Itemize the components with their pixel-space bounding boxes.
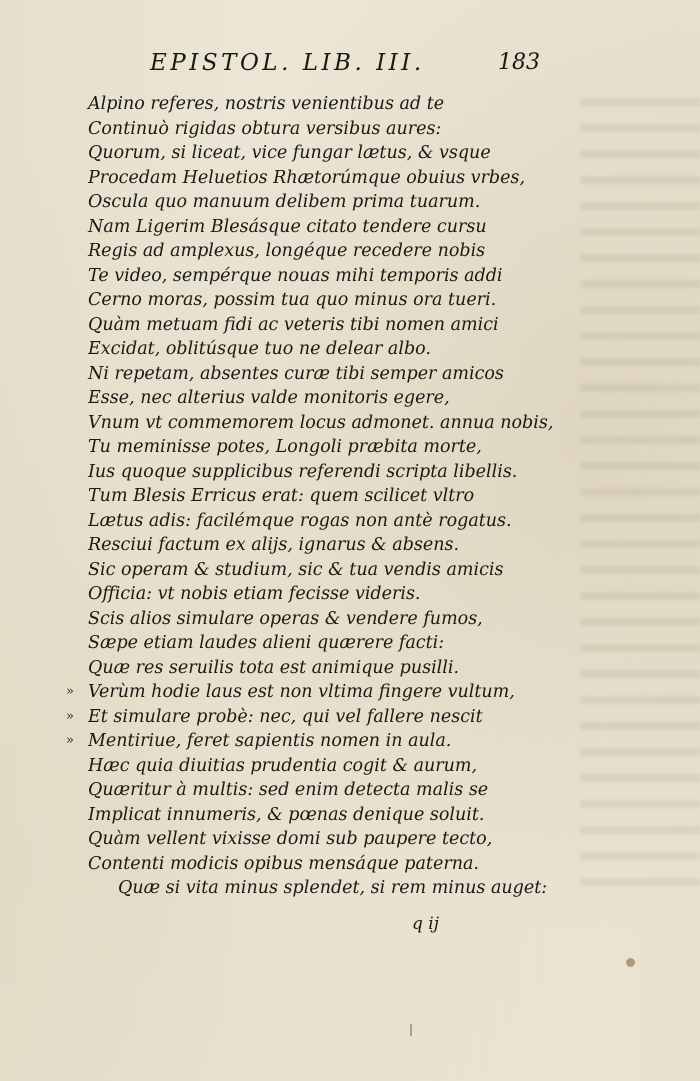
verse-line: [60, 754, 540, 779]
verse-line: [60, 386, 540, 411]
quotation-mark: »: [66, 708, 74, 724]
verse-line: [60, 313, 540, 338]
verse-line: [60, 631, 540, 656]
verse-line-text: Quæritur à multis: sed enim detecta malis se: [88, 780, 489, 800]
verse-line-text: Procedam Heluetios Rhætorúmque obuius vrbes,: [88, 167, 526, 188]
verse-line: [60, 582, 540, 607]
verse-line-text: Mentiriue, feret sapientis nomen in aula.: [88, 731, 452, 751]
verse-line: [60, 705, 540, 730]
verse-line-text: Te video, sempérque nouas mihi temporis addi: [88, 265, 503, 286]
verse-line-text: Contenti modicis opibus mensáque paterna.: [88, 853, 479, 874]
verse-line: [60, 558, 540, 583]
verse-line: [60, 533, 540, 558]
verse-line: [60, 215, 540, 240]
verse-line: [60, 288, 540, 313]
quotation-mark: »: [66, 684, 74, 699]
page-header: [150, 50, 540, 86]
verse-line: [60, 117, 540, 142]
paper-stain: [626, 958, 635, 967]
verse-line: [60, 141, 540, 166]
verse-line-text: Continuò rigidas obtura versibus aures:: [88, 118, 442, 139]
verse-line: [60, 656, 540, 681]
verse-line: [60, 778, 540, 803]
verse-line-text: Quàm metuam fidi ac veteris tibi nomen amici: [88, 314, 499, 335]
verse-line-text: Vnum vt commemorem locus admonet. annua nobis,: [88, 412, 554, 433]
verse-line: [60, 337, 540, 362]
verse-line: [60, 852, 540, 877]
verse-line: [60, 827, 540, 852]
verse-line: [60, 92, 540, 117]
verse-line: [60, 460, 540, 485]
verse-line-text: Regis ad amplexus, longéque recedere nobis: [88, 241, 486, 261]
verse-line: [60, 362, 540, 387]
verse-line: [60, 166, 540, 191]
verse-line-text: Scis alios simulare operas & vendere fumos,: [88, 608, 483, 629]
verse-line: [60, 680, 540, 705]
verse-line-text: Lætus adis: facilémque rogas non antè rogatus.: [88, 510, 512, 531]
verse-line-text: Et simulare probè: nec, qui vel fallere nescit: [88, 706, 483, 727]
verse-line: [60, 876, 548, 901]
page-number: 183: [498, 50, 540, 75]
verse-line-text: Verùm hodie laus est non vltima fingere vultum,: [88, 682, 515, 702]
running-title: EPISTOL. LIB. III.: [150, 50, 425, 76]
verse-line-text: Tum Blesis Erricus erat: quem scilicet vltro: [88, 486, 475, 506]
verse-line-text: Implicat innumeris, & pœnas denique soluit.: [88, 804, 485, 825]
verse-line-text: Sæpe etiam laudes alieni quærere facti:: [88, 633, 445, 653]
verse-text: [60, 92, 554, 901]
paper-mark: [410, 1024, 412, 1036]
quotation-mark: »: [66, 733, 74, 748]
show-through-texture: [580, 80, 700, 900]
verse-line: [60, 607, 540, 632]
verse-line: [60, 239, 540, 264]
verse-line-text: Sic operam & studium, sic & tua vendis amicis: [88, 559, 504, 580]
verse-line-text: Ius quoque supplicibus referendi scripta libellis.: [88, 461, 518, 482]
verse-line: [60, 803, 540, 828]
verse-line: [60, 411, 554, 436]
verse-line-text: Nam Ligerim Blesásque citato tendere cursu: [88, 216, 487, 237]
verse-line-text: Esse, nec alterius valde monitoris egere,: [88, 388, 450, 408]
verse-line-text: Officia: vt nobis etiam fecisse videris.: [88, 584, 421, 604]
verse-line-text: Excidat, oblitúsque tuo ne delear albo.: [88, 339, 431, 359]
verse-line-text: Quæ si vita minus splendet, si rem minus auget:: [118, 878, 548, 898]
verse-line-text: Oscula quo manuum delibem prima tuarum.: [88, 192, 481, 212]
verse-line-text: Tu meminisse potes, Longoli præbita morte,: [88, 437, 482, 457]
verse-line-text: Alpino referes, nostris venientibus ad te: [88, 94, 445, 114]
verse-line-text: Quorum, si liceat, vice fungar lætus, & vsque: [88, 143, 491, 163]
verse-line-text: Quæ res seruilis tota est animique pusilli.: [88, 657, 460, 678]
verse-line: [60, 509, 540, 534]
verse-line-text: Cerno moras, possim tua quo minus ora tueri.: [88, 290, 497, 310]
verse-line: [60, 729, 540, 754]
verse-line: [60, 484, 540, 509]
verse-line-text: Hæc quia diuitias prudentia cogit & aurum,: [88, 755, 478, 776]
verse-line-text: Ni repetam, absentes curæ tibi semper amicos: [88, 363, 504, 384]
signature-mark: q ij: [412, 914, 439, 934]
verse-line: [60, 435, 540, 460]
verse-line: [60, 264, 540, 289]
verse-line-text: Quàm vellent vixisse domi sub paupere tecto,: [88, 829, 493, 849]
verse-line-text: Resciui factum ex aliјs, ignarus & absens.: [88, 535, 460, 555]
verse-line: [60, 190, 540, 215]
